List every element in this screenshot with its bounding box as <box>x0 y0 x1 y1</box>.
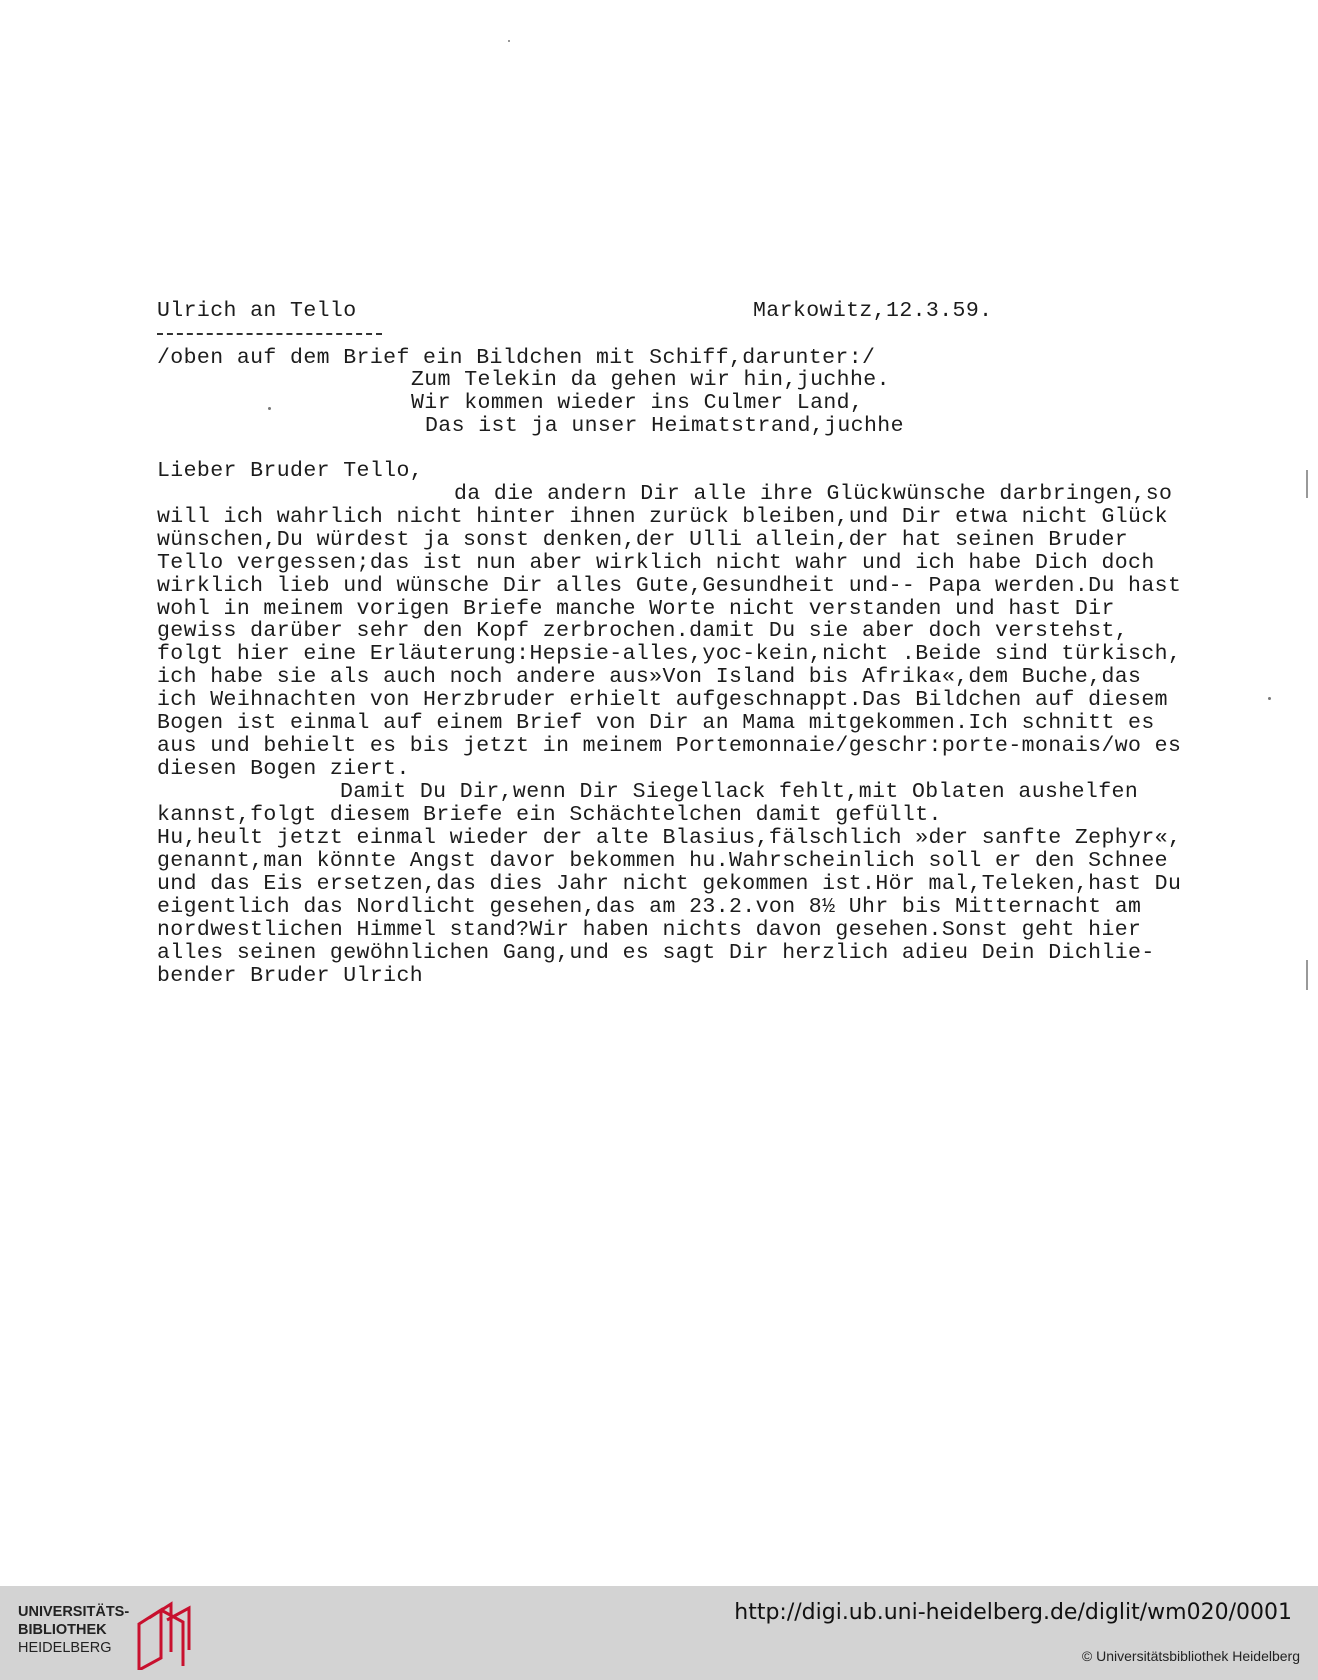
body-line: genannt,man könnte Angst davor bekommen hu.Wahrscheinlich soll er den Schnee <box>157 849 1168 873</box>
body-line: diesen Bogen ziert. <box>157 757 410 781</box>
copyright-notice: © Universitätsbibliothek Heidelberg <box>1081 1648 1300 1664</box>
body-line: folgt hier eine Erläuterung:Hepsie-alles,yoc-kein,nicht .Beide sind türkisch, <box>157 642 1182 666</box>
scan-edge-mark <box>1306 960 1308 990</box>
scan-edge-mark <box>1306 470 1308 498</box>
logo-wordmark <box>18 1603 129 1657</box>
body-line: gewiss darüber sehr den Kopf zerbrochen.damit Du sie aber doch verstehst, <box>157 619 1129 643</box>
footer-bar <box>0 1586 1318 1680</box>
letter-salutation: Lieber Bruder Tello, <box>157 459 424 483</box>
body-line: alles seinen gewöhnlichen Gang,und es sagt Dir herzlich adieu Dein Dichlie- <box>157 941 1155 965</box>
scan-speck <box>508 40 510 42</box>
body-line: Damit Du Dir,wenn Dir Siegellack fehlt,mit Oblaten aushelfen <box>340 780 1139 804</box>
body-line: Tello vergessen;das ist nun aber wirklich nicht wahr und ich habe Dich doch <box>157 551 1155 575</box>
logo-line: HEIDELBERG <box>18 1640 112 1656</box>
body-line: ich Weihnachten von Herzbruder erhielt aufgeschnappt.Das Bildchen auf diesem <box>157 688 1168 712</box>
logo-line: UNIVERSITÄTS- <box>18 1604 130 1620</box>
body-line: da die andern Dir alle ihre Glückwünsche darbringen,so <box>454 482 1173 506</box>
verse-line: Das ist ja unser Heimatstrand,juchhe <box>425 414 904 438</box>
verse-line: Wir kommen wieder ins Culmer Land, <box>411 391 864 415</box>
body-line: wünschen,Du würdest ja sonst denken,der Ulli allein,der hat seinen Bruder <box>157 528 1129 552</box>
body-line: will ich wahrlich nicht hinter ihnen zurück bleiben,und Dir etwa nicht Glück <box>157 505 1168 529</box>
letter-note: /oben auf dem Brief ein Bildchen mit Schiff,darunter:/ <box>157 346 876 370</box>
verse-line: Zum Telekin da gehen wir hin,juchhe. <box>411 368 890 392</box>
letter-header-right: Markowitz,12.3.59. <box>753 299 993 323</box>
logo-line: BIBLIOTHEK <box>18 1622 107 1638</box>
body-line: bender Bruder Ulrich <box>157 964 424 988</box>
body-line: ich habe sie als auch noch andere aus»Von Island bis Afrika«,dem Buche,das <box>157 665 1142 689</box>
body-line: Hu,heult jetzt einmal wieder der alte Blasius,fälschlich »der sanfte Zephyr«, <box>157 826 1182 850</box>
scan-speck <box>1268 697 1271 700</box>
body-line: Bogen ist einmal auf einem Brief von Dir an Mama mitgekommen.Ich schnitt es <box>157 711 1155 735</box>
permalink-url[interactable]: http://digi.ub.uni-heidelberg.de/diglit/wm020/0001 <box>734 1600 1292 1625</box>
body-line: aus und behielt es bis jetzt in meinem Portemonnaie/geschr:porte-monais/wo es <box>157 734 1182 758</box>
library-logo[interactable] <box>18 1603 198 1667</box>
body-line: wohl in meinem vorigen Briefe manche Worte nicht verstanden und hast Dir <box>157 597 1115 621</box>
body-line: eigentlich das Nordlicht gesehen,das am 23.2.von 8½ Uhr bis Mitternacht am <box>157 895 1142 919</box>
body-line: wirklich lieb und wünsche Dir alles Gute,Gesundheit und-- Papa werden.Du hast <box>157 574 1182 598</box>
header-underline <box>157 333 382 335</box>
books-logo-icon <box>131 1600 201 1670</box>
scan-speck <box>268 407 271 410</box>
letter-header-left: Ulrich an Tello <box>157 299 357 323</box>
body-line: kannst,folgt diesem Briefe ein Schächtelchen damit gefüllt. <box>157 803 942 827</box>
body-line: nordwestlichen Himmel stand?Wir haben nichts davon gesehen.Sonst geht hier <box>157 918 1142 942</box>
body-line: und das Eis ersetzen,das dies Jahr nicht gekommen ist.Hör mal,Teleken,hast Du <box>157 872 1182 896</box>
